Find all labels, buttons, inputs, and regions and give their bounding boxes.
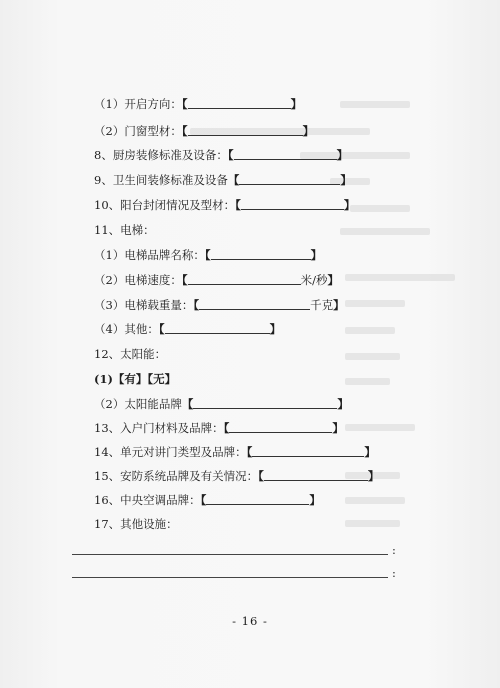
speed-unit: 米/秒 [300,273,328,287]
entry-door-field[interactable] [229,421,332,433]
bracket-open: 【 [158,322,165,336]
kitchen-label: 8、厨房装修标准及设备： [94,148,228,162]
bracket-open: 【 [235,198,241,212]
bracket-close: 】 [364,445,376,459]
bleed-mark [345,300,405,307]
open-direction-row [94,97,302,111]
open-direction-field[interactable] [188,97,291,109]
elevator-other-field[interactable] [165,322,270,334]
entry-door-row [94,421,344,435]
bleed-mark [350,205,410,212]
bracket-close: 】 [269,322,282,336]
bracket-close: 】 [336,148,349,162]
window-profile-field[interactable] [188,124,303,136]
elevator-heading [94,223,155,237]
bracket-open: 【 [181,273,188,287]
kitchen-field[interactable] [234,148,337,160]
bracket-open: 【 [181,124,188,138]
entry-door-label: 13、入户门材料及品牌： [94,421,224,435]
balcony-label: 10、阳台封闭情况及型材： [94,198,236,212]
bleed-mark [345,274,455,281]
bracket-close: 】 [310,248,323,262]
bracket-open: 【 [258,469,264,483]
solar-has-options[interactable]: (1)【有】【无】 [94,372,177,386]
bracket-close: 】 [290,97,303,111]
bleed-mark [345,424,415,431]
elevator-other-label: （4）其他： [94,322,159,336]
bracket-close: 】 [332,421,344,435]
elevator-load-label: （3）电梯载重量： [94,298,194,312]
elevator-load-field[interactable] [199,298,310,310]
bleed-mark [345,520,400,527]
solar-brand-row [94,397,349,411]
bracket-close: 】 [340,173,352,187]
intercom-row [94,445,376,459]
central-ac-label: 16、中央空调品牌： [94,493,201,507]
elevator-speed-row [94,273,339,287]
bracket-open: 【 [227,148,234,162]
bracket-close: 】 [309,493,321,507]
bleed-mark [345,353,400,360]
intercom-field[interactable] [252,445,364,457]
bleed-mark [345,497,405,504]
elevator-speed-label: （2）电梯速度： [94,273,182,287]
bracket-open: 【 [246,445,253,459]
blank-line-2[interactable] [72,577,388,578]
elevator-other-row [94,322,281,336]
bracket-close: 】 [367,469,380,483]
elevator-label: 11、电梯： [94,223,155,237]
central-ac-row [94,493,321,507]
security-label: 15、安防系统品牌及有关情况： [94,469,259,483]
security-field[interactable] [264,469,368,481]
solar-heading [94,347,166,361]
blank-line-colon: : [392,543,396,557]
central-ac-field[interactable] [206,493,309,505]
intercom-label: 14、单元对讲门类型及品牌： [94,445,247,459]
kitchen-row [94,148,348,162]
solar-has-row [94,372,176,386]
bracket-open: 【 [200,493,207,507]
page-number: - 16 - [232,614,268,628]
bleed-mark [340,228,430,235]
other-facilities-label: 17、其他设施： [94,517,178,531]
bleed-mark [340,101,410,108]
bleed-mark [345,327,395,334]
bathroom-row [94,173,352,187]
balcony-row [94,198,355,212]
elevator-load-row [94,298,345,312]
open-direction-label: （1）开启方向： [94,97,182,111]
balcony-field[interactable] [241,198,344,210]
bracket-open: 【 [204,248,211,262]
window-profile-label: （2）门窗型材： [94,124,182,138]
bracket-open: 【 [181,397,194,411]
bathroom-label: 9、卫生间装修标准及设备 [94,173,228,187]
elevator-brand-label: （1）电梯品牌名称： [94,248,205,262]
elevator-brand-row [94,248,322,262]
elevator-speed-field[interactable] [188,273,301,285]
bracket-close: 】 [343,198,356,212]
bracket-close: 】 [333,298,345,312]
bracket-close: 】 [302,124,315,138]
solar-brand-label: （2）太阳能品牌 [94,397,182,411]
security-row [94,469,379,483]
elevator-brand-field[interactable] [211,248,311,260]
other-facilities-heading [94,517,178,531]
window-profile-row [94,124,314,138]
bathroom-field[interactable] [239,173,340,185]
bracket-open: 【 [223,421,230,435]
blank-line-1[interactable] [72,554,388,555]
solar-label: 12、太阳能： [94,347,167,361]
bracket-close: 】 [337,397,349,411]
bracket-open: 【 [181,97,188,111]
bracket-open: 【 [193,298,200,312]
solar-brand-field[interactable] [193,397,337,409]
load-unit: 千克 [310,298,334,312]
bracket-open: 【 [227,173,240,187]
blank-line-colon: : [392,566,396,580]
bracket-close: 】 [327,273,339,287]
bleed-mark [345,378,390,385]
